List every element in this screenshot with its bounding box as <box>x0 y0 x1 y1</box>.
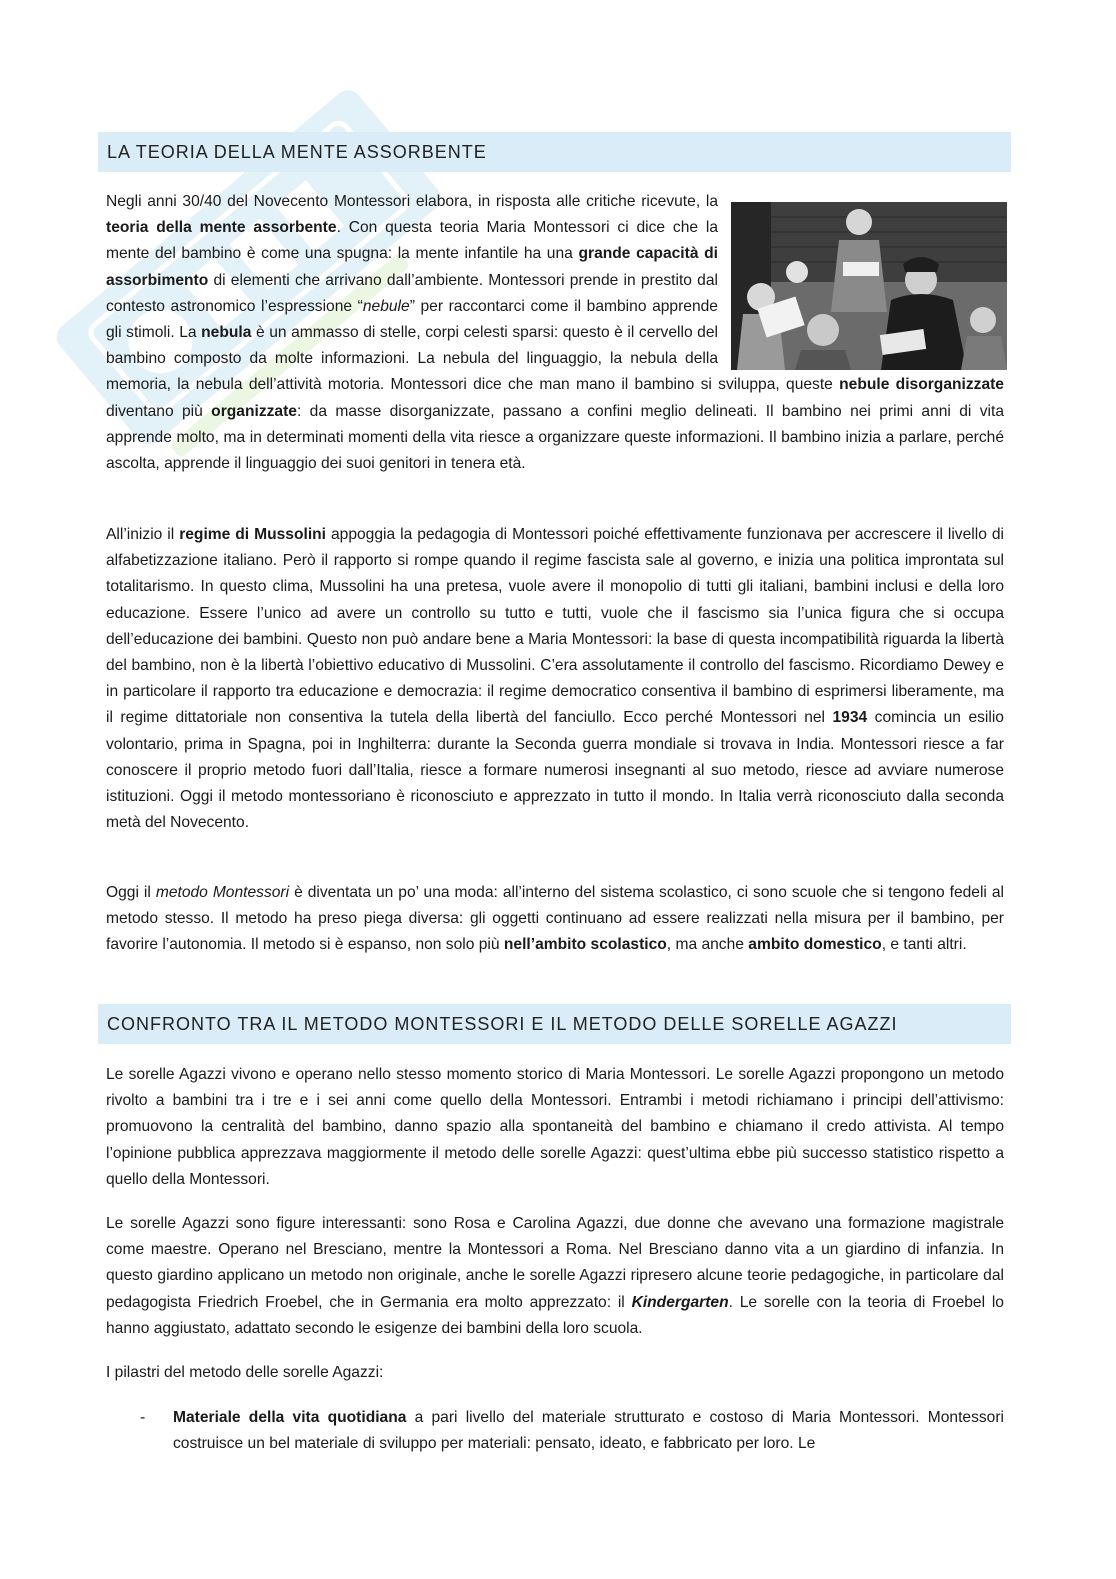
section-heading-confronto <box>98 1004 1011 1044</box>
section-heading-mente-assorbente <box>98 132 1011 172</box>
list-item-text: Materiale della vita quotidiana a pari livello del materiale strutturato e costoso di Maria Montessori. Montessori costruisce un bel materiale di sviluppo per materiali: pensato, ideato, e fabbricato per loro. Le <box>173 1409 1004 1453</box>
paragraph-pilastri-intro: I pilastri del metodo delle sorelle Agazzi: <box>106 1364 384 1381</box>
paragraph-metodo-oggi: Oggi il metodo Montessori è diventata un po’ una moda: all’interno del sistema scolastico, ci sono scuole che si tengono fedeli al metodo stesso. Il metodo ha preso piega diversa: gli oggetti continuano ad essere realizzati nella misura per il bambino, per favorire l’autonomia. Il metodo si è espanso, non solo più nell’ambito scolastico, ma anche ambito domestico, e tanti altri. <box>106 884 1004 954</box>
montessori-children-photo-icon <box>731 202 1007 370</box>
section-title: CONFRONTO TRA IL METODO MONTESSORI E IL METODO DELLE SORELLE AGAZZI <box>107 1013 898 1034</box>
paragraph-sorelle-agazzi-froebel: Le sorelle Agazzi sono figure interessanti: sono Rosa e Carolina Agazzi, due donne che avevano una formazione magistrale come maestre. Operano nel Bresciano, mentre la Montessori a Roma. Nel Bresciano danno vita a un giardino di infanzia. In questo giardino applicano un metodo non originale, anche le sorelle Agazzi ripresero alcune teorie pedagogiche, in particolare dal pedagogista Friedrich Froebel, che in Germania era molto apprezzato: il Kindergarten. Le sorelle con la teoria di Froebel lo hanno aggiustato, adattato secondo le esigenze dei bambini della loro scuola. <box>106 1215 1004 1337</box>
list-dash: - <box>140 1409 146 1426</box>
list-item <box>106 1405 1004 1457</box>
paragraph-sorelle-agazzi-intro: Le sorelle Agazzi vivono e operano nello stesso momento storico di Maria Montessori. Le sorelle Agazzi propongono un metodo rivolto a bambini tra i tre e i sei anni come quello della Montessori. Entrambi i metodi richiamano i principi dell’attivismo: promuovono la centralità del bambino, danno spazio alla spontaneità del bambino e chiamano il credo attivista. Al tempo l’opinione pubblica apprezzava maggiormente il metodo delle sorelle Agazzi: quest’ultima ebbe più successo statistico rispetto a quello della Montessori. <box>106 1066 1004 1188</box>
paragraph-mente-assorbente: Negli anni 30/40 del Novecento Montessori elabora, in risposta alle critiche ricevute, la teoria della mente assorbente. Con questa teoria Maria Montessori ci dice che la mente del bambino è come una spugna: la mente infantile ha una grande capacità di assorbimento di elementi che arrivano dall’ambiente. Montessori prende in prestito dal contesto astronomico l’espressione “nebule” per raccontarci come il bambino apprende gli stimoli. La nebula è un ammasso di stelle, corpi celesti sparsi: questo è il cervello del bambino composto da molte informazioni. La nebula del linguaggio, la nebula della memoria, la nebula dell’attività motoria. Montessori dice che man mano il bambino si sviluppa, queste nebule disorganizzate diventano più organizzate: da masse disorganizzate, passano a confini meglio delineati. Il bambino nei primi anni di vita apprende molto, ma in determinati momenti della vita riesce a organizzare queste informazioni. Il bambino inizia a parlare, perché ascolta, apprende il linguaggio dei suoi genitori in tenera età. <box>106 193 1004 473</box>
section-title: LA TEORIA DELLA MENTE ASSORBENTE <box>107 141 487 162</box>
paragraph-regime-mussolini: All’inizio il regime di Mussolini appoggia la pedagogia di Montessori poiché effettivamente funzionava per accrescere il livello di alfabetizzazione italiano. Però il rapporto si rompe quando il regime fascista sale al governo, e inizia una politica improntata sul totalitarismo. In questo clima, Mussolini ha una pretesa, vuole avere il monopolio di tutti gli italiani, bambini inclusi e della loro educazione. Essere l’unico ad avere un controllo su tutto e tutti, vuole che il fascismo sia l’unica figura che si occupa dell’educazione dei bambini. Questo non può andare bene a Maria Montessori: la base di questa incompatibilità riguarda la libertà del bambino, non è la libertà l’obiettivo educativo di Mussolini. C’era assolutamente il controllo del fascismo. Ricordiamo Dewey e in particolare il rapporto tra educazione e democrazia: il regime democratico consentiva il bambino di esprimersi liberamente, ma il regime dittatoriale non consentiva la tutela della libertà del fanciullo. Ecco perché Montessori nel 1934 comincia un esilio volontario, prima in Spagna, poi in Inghilterra: durante la Seconda guerra mondiale si trovava in India. Montessori riesce a far conoscere il proprio metodo fuori dall’Italia, riesce a formare numerosi insegnanti al suo metodo, riesce ad avviare numerose istituzioni. Oggi il metodo montessoriano è riconosciuto e apprezzato in tutto il mondo. In Italia verrà riconosciuto dalla seconda metà del Novecento. <box>106 526 1004 832</box>
